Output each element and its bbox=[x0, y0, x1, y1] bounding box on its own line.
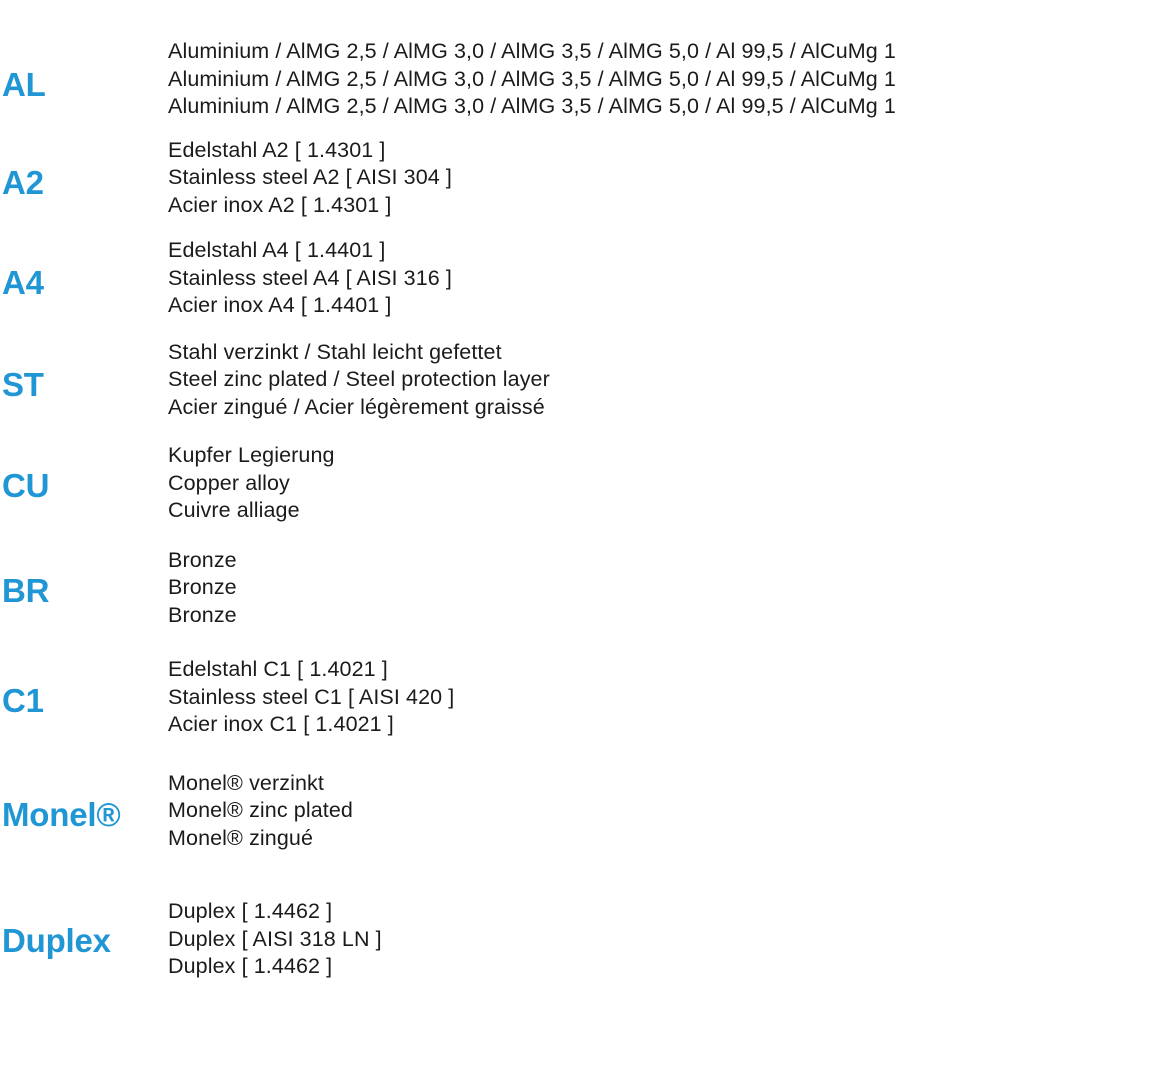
material-description-line: Aluminium / AlMG 2,5 / AlMG 3,0 / AlMG 3,5 / AlMG 5,0 / Al 99,5 / AlCuMg 1 bbox=[168, 39, 896, 63]
material-code-cell bbox=[0, 237, 168, 301]
material-description-line: Aluminium / AlMG 2,5 / AlMG 3,0 / AlMG 3,5 / AlMG 5,0 / Al 99,5 / AlCuMg 1 bbox=[168, 94, 896, 118]
material-description-line: Duplex [ AISI 318 LN ] bbox=[168, 926, 382, 951]
material-description-cell bbox=[168, 237, 1160, 320]
material-description-line: Duplex [ 1.4462 ] bbox=[168, 899, 333, 923]
material-code-cell bbox=[0, 137, 168, 201]
material-code: Monel® bbox=[2, 795, 121, 833]
legend-row bbox=[0, 38, 1160, 121]
legend-row bbox=[0, 770, 1160, 853]
material-description-line: Acier inox A2 [ 1.4301 ] bbox=[168, 192, 392, 217]
legend-row bbox=[0, 137, 1160, 220]
material-description-line: Steel zinc plated / Steel protection layer bbox=[168, 367, 550, 391]
material-description-line: Edelstahl A2 [ 1.4301 ] bbox=[168, 137, 386, 162]
material-description-line: Bronze bbox=[168, 547, 237, 572]
material-description-cell bbox=[168, 38, 1160, 121]
material-description-line: Edelstahl C1 [ 1.4021 ] bbox=[168, 657, 388, 681]
material-code: A4 bbox=[2, 264, 44, 301]
legend-row bbox=[0, 339, 1160, 422]
material-description-line: Edelstahl A4 [ 1.4401 ] bbox=[168, 238, 386, 262]
material-code: BR bbox=[2, 571, 50, 609]
material-description-line: Cuivre alliage bbox=[168, 498, 300, 522]
material-code: AL bbox=[2, 66, 46, 103]
material-description-cell bbox=[168, 339, 1160, 422]
material-description-cell bbox=[168, 656, 1160, 739]
material-code: CU bbox=[2, 467, 50, 504]
material-description-line: Stainless steel A4 [ AISI 316 ] bbox=[168, 265, 452, 290]
material-description-cell bbox=[168, 898, 1160, 981]
legend-row bbox=[0, 656, 1160, 739]
material-description-line: Stahl verzinkt / Stahl leicht gefettet bbox=[168, 339, 502, 364]
material-description-line: Monel® verzinkt bbox=[168, 770, 324, 795]
legend-row bbox=[0, 237, 1160, 320]
legend-row bbox=[0, 442, 1160, 525]
material-code-cell bbox=[0, 656, 168, 719]
material-description-cell bbox=[168, 137, 1160, 220]
material-code: C1 bbox=[2, 682, 44, 719]
material-code-cell bbox=[0, 38, 168, 103]
material-code-cell bbox=[0, 547, 168, 609]
material-description-line: Acier inox C1 [ 1.4021 ] bbox=[168, 712, 394, 736]
material-description-cell bbox=[168, 770, 1160, 853]
material-description-cell bbox=[168, 442, 1160, 525]
material-description-line: Stainless steel C1 [ AISI 420 ] bbox=[168, 684, 455, 709]
legend-row bbox=[0, 898, 1160, 981]
material-description-line: Bronze bbox=[168, 602, 237, 627]
material-description-line: Kupfer Legierung bbox=[168, 443, 335, 467]
material-description-line: Aluminium / AlMG 2,5 / AlMG 3,0 / AlMG 3,5 / AlMG 5,0 / Al 99,5 / AlCuMg 1 bbox=[168, 66, 896, 91]
material-code-cell bbox=[0, 770, 168, 833]
material-description-line: Copper alloy bbox=[168, 470, 290, 495]
material-code-cell bbox=[0, 898, 168, 959]
material-description-line: Bronze bbox=[168, 575, 237, 599]
material-code: Duplex bbox=[2, 922, 111, 959]
material-code-cell bbox=[0, 339, 168, 403]
material-code: A2 bbox=[2, 163, 44, 201]
legend-row bbox=[0, 547, 1160, 630]
material-code-cell bbox=[0, 442, 168, 504]
material-code: ST bbox=[2, 365, 44, 403]
material-description-line: Duplex [ 1.4462 ] bbox=[168, 954, 333, 978]
material-description-line: Monel® zinc plated bbox=[168, 798, 353, 822]
material-description-line: Stainless steel A2 [ AISI 304 ] bbox=[168, 165, 452, 189]
material-description-line: Acier inox A4 [ 1.4401 ] bbox=[168, 293, 392, 317]
material-description-line: Acier zingué / Acier légèrement graissé bbox=[168, 394, 545, 419]
material-description-cell bbox=[168, 547, 1160, 630]
material-description-line: Monel® zingué bbox=[168, 825, 314, 850]
